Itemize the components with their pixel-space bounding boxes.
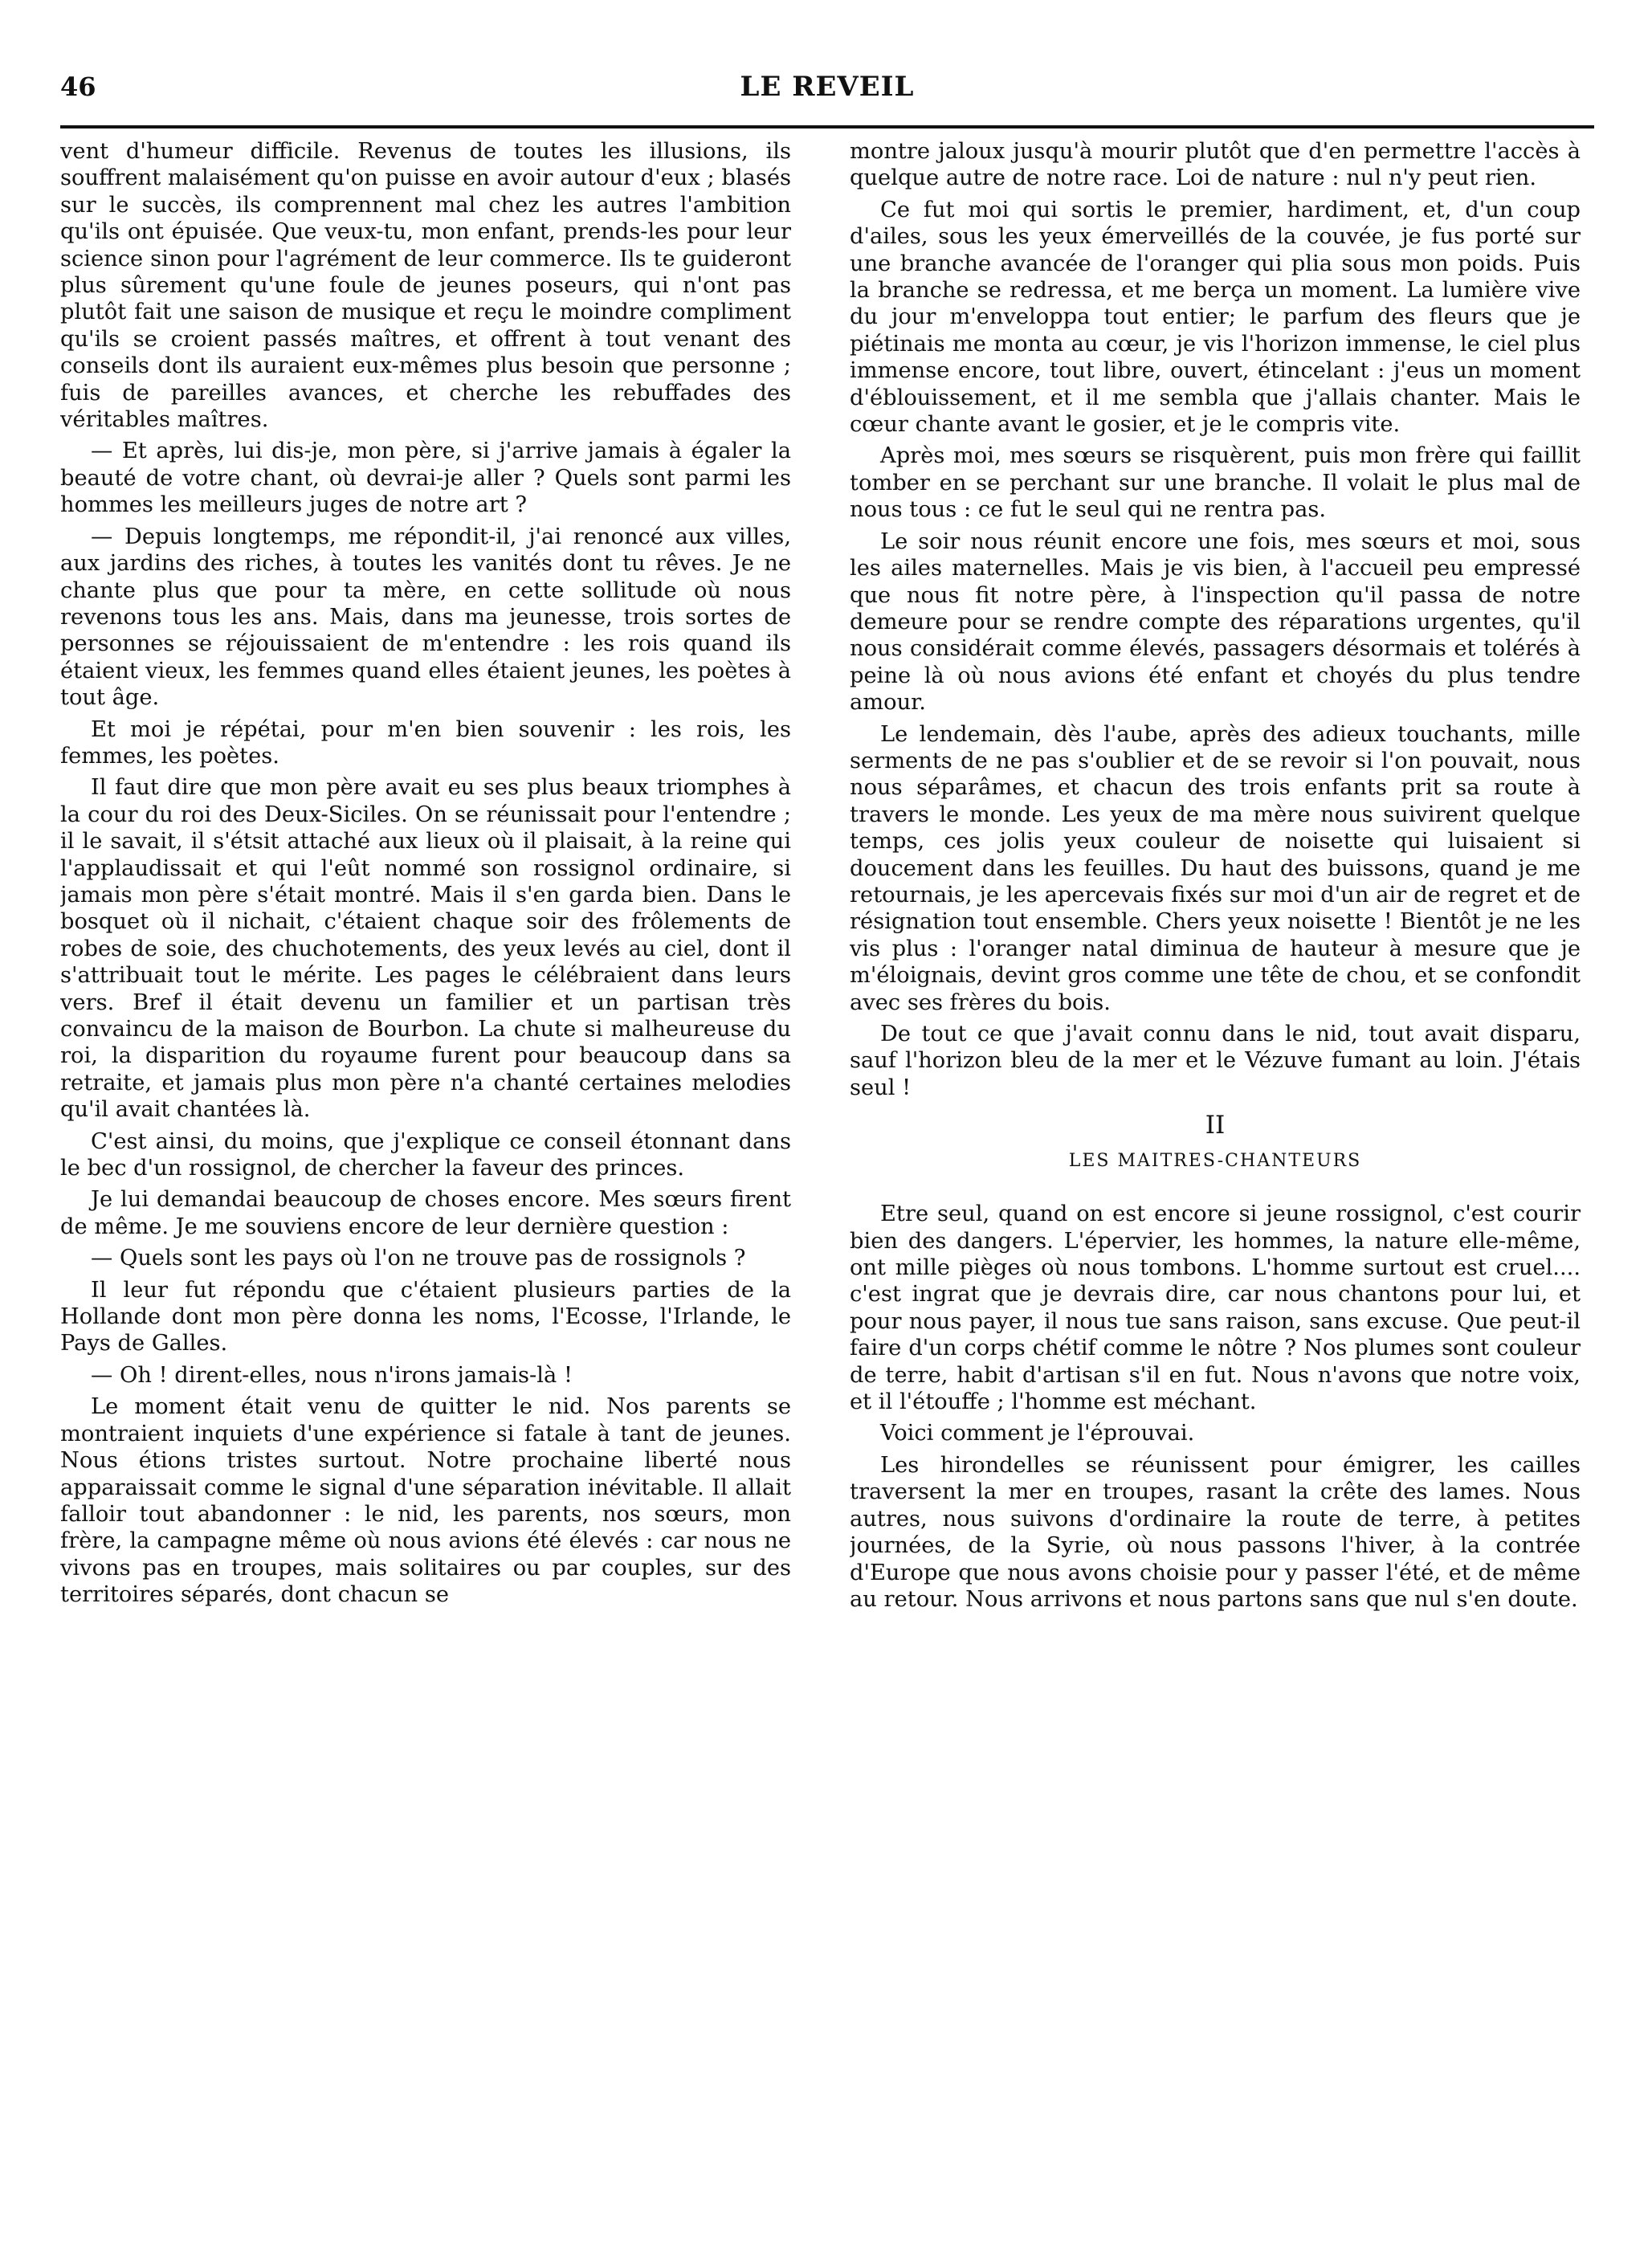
paragraph: Le lendemain, dès l'aube, après des adieux touchants, mille serments de ne pas s'oublier et de se revoir si l'on pouvait, nous nous séparâmes, et chacun des trois enfants prit sa route à travers le monde. Les yeux de ma mère nous suivirent quelque temps, ces jolis yeux couleur de noisette qui luisaient si doucement dans les feuilles. Du haut des buissons, quand je me retournais, je les apercevais fixés sur moi d'un air de regret et de résignation tout ensemble. Chers yeux noisette ! Bientôt je ne les vis plus : l'oranger natal diminua de hauteur à mesure que je m'éloignais, devint gros comme une tête de chou, et se confondit avec ses frères du bois. [850,721,1581,1015]
paragraph: Et moi je répétai, pour m'en bien souvenir : les rois, les femmes, les poètes. [60,716,791,769]
paragraph: Le moment était venu de quitter le nid. Nos parents se montraient inquiets d'une expérience si fatale à tant de jeunes. Nous étions tristes surtout. Notre prochaine liberté nous apparaissait comme le signal d'une séparation inévitable. Il allait falloir tout abandonner : le nid, les parents, nos sœurs, mon frère, la campagne même où nous avions été élevés : car nous ne vivons pas en troupes, mais solitaires ou par couples, sur des territoires séparés, dont chacun se [60,1394,791,1608]
paragraph: — Quels sont les pays où l'on ne trouve pas de rossignols ? [91,1246,746,1271]
paragraph: Après moi, mes sœurs se risquèrent, puis mon frère qui faillit tomber en se perchant sur une branche. Il volait le plus mal de nous tous : ce fut le seul qui ne rentra pas. [850,443,1581,523]
paragraph: Je lui demandai beaucoup de choses encore. Mes sœurs firent de même. Je me souviens encore de leur dernière question : [60,1187,791,1239]
paragraph: Les hirondelles se réunissent pour émigrer, les cailles traversent la mer en troupes, rasant la crête des lames. Nous autres, nous suivons d'ordinaire la route de terre, à petites journées, de la Syrie, où nous passons l'hiver, à la contrée d'Europe que nous avons choisie pour y passer l'été, et de même au retour. Nous arrivons et nous partons sans que nul s'en doute. [850,1452,1581,1612]
paragraph: vent d'humeur difficile. Revenus de toutes les illusions, ils souffrent malaisément qu'on puisse en avoir autour d'eux ; blasés sur le succès, ils comprennent mal chez les autres l'ambition qu'ils ont épuisée. Que veux-tu, mon enfant, prends-les pour leur science sinon pour l'agrément de leur commerce. Ils te guideront plus sûrement qu'une foule de jeunes poseurs, qui n'ont pas plutôt fait une saison de musique et reçu le moindre compliment qu'ils se croient passés maîtres, et offrent à tout venant des conseils dont ils auraient eux-mêmes plus besoin que personne ; fuis de pareilles avances, et cherche les rebuffades des véritables maîtres. [60,139,791,433]
header-rule [60,125,1594,129]
paragraph: Il leur fut répondu que c'étaient plusieurs parties de la Hollande dont mon père donna les noms, l'Ecosse, l'Irlande, le Pays de Galles. [60,1277,791,1356]
paragraph: Etre seul, quand on est encore si jeune rossignol, c'est courir bien des dangers. L'épervier, les hommes, la nature elle-même, ont mille pièges où nous tombons. L'homme surtout est cruel.... c'est ingrat que je devrais dire, car nous chantons pour lui, et pour nous payer, il nous tue sans raison, sans excuse. Que peut-il faire d'un corps chétif comme le nôtre ? Nos plumes sont couleur de terre, habit d'artisan s'il en fut. Nous n'avons que notre voix, et il l'étouffe ; l'homme est méchant. [850,1201,1581,1415]
paragraph: Ce fut moi qui sortis le premier, hardiment, et, d'un coup d'ailes, sous les yeux émerveillés de la couvée, je fus porté sur une branche avancée de l'oranger qui plia sous mon poids. Puis la branche se redressa, et me berça un moment. La lumière vive du jour m'enveloppa tout entier; le parfum des fleurs que je piétinais me monta au cœur, je vis l'horizon immense, le ciel plus immense encore, tout libre, ouvert, étincelant : j'eus un moment d'éblouissement, et il me sembla que j'allais chanter. Mais le cœur chante avant le gosier, et je le compris vite. [850,197,1581,438]
paragraph: — Et après, lui dis-je, mon père, si j'arrive jamais à égaler la beauté de votre chant, où devrai-je aller ? Quels sont parmi les hommes les meilleurs juges de notre art ? [60,439,791,518]
left-column [60,138,791,2218]
paragraph: montre jaloux jusqu'à mourir plutôt que d'en permettre l'accès à quelque autre de notre race. Loi de nature : nul n'y peut rien. [850,139,1581,191]
section-number: II [1205,1111,1226,1140]
paragraph: Il faut dire que mon père avait eu ses plus beaux triomphes à la cour du roi des Deux-Siciles. On se réunissait pour l'entendre ; il le savait, il s'étsit attaché aux lieux où il plaisait, à la reine qui l'applaudissait et qui l'eût nommé son rossignol ordinaire, si jamais mon père s'était montré. Mais il s'en garda bien. Dans le bosquet où il nichait, c'étaient chaque soir des frôlements de robes de soie, des chuchotements, des yeux levés au ciel, dont il s'attribuait tout le mérite. Les pages le célébraient dans leurs vers. Bref il était devenu un familier et un partisan très convaincu de la maison de Bourbon. La chute si malheureuse du roi, la disparition du royaume furent pour beaucoup dans sa retraite, et jamais plus mon père n'a chanté certaines melodies qu'il avait chantées là. [60,775,791,1123]
paragraph: — Depuis longtemps, me répondit-il, j'ai renoncé aux villes, aux jardins des riches, à toutes les vanités dont tu rêves. Je ne chante plus que pour ta mère, en cette sollitude où nous revenons tous les ans. Mais, dans ma jeunesse, trois sortes de personnes se réjouissaient de m'entendre : les rois quand ils étaient vieux, les femmes quand elles étaient jeunes, les poètes à tout âge. [60,524,791,711]
paragraph: De tout ce que j'avait connu dans le nid, tout avait disparu, sauf l'horizon bleu de la mer et le Vézuve fumant au loin. J'étais seul ! [850,1022,1581,1100]
paragraph: Le soir nous réunit encore une fois, mes sœurs et moi, sous les ailes maternelles. Mais je vis bien, à l'accueil peu empressé que nous fit notre père, à l'inspection qu'il passa de notre demeure pour se rendre compte des réparations urgentes, qu'il nous considérait comme élevés, passagers désormais et tolérés à peine là où nous avions été enfant et choyés du plus tendre amour. [850,528,1581,716]
page-header [60,71,1594,119]
page-number: 46 [60,71,96,102]
paragraph: Voici comment je l'éprouvai. [880,1421,1195,1446]
section-title: LES MAITRES-CHANTEURS [1068,1151,1362,1172]
paragraph: — Oh ! dirent-elles, nous n'irons jamais-là ! [91,1362,573,1388]
paragraph: C'est ainsi, du moins, que j'explique ce conseil étonnant dans le bec d'un rossignol, de chercher la faveur des princes. [60,1128,791,1181]
right-column [850,138,1581,2218]
running-title: LE REVEIL [740,71,915,103]
